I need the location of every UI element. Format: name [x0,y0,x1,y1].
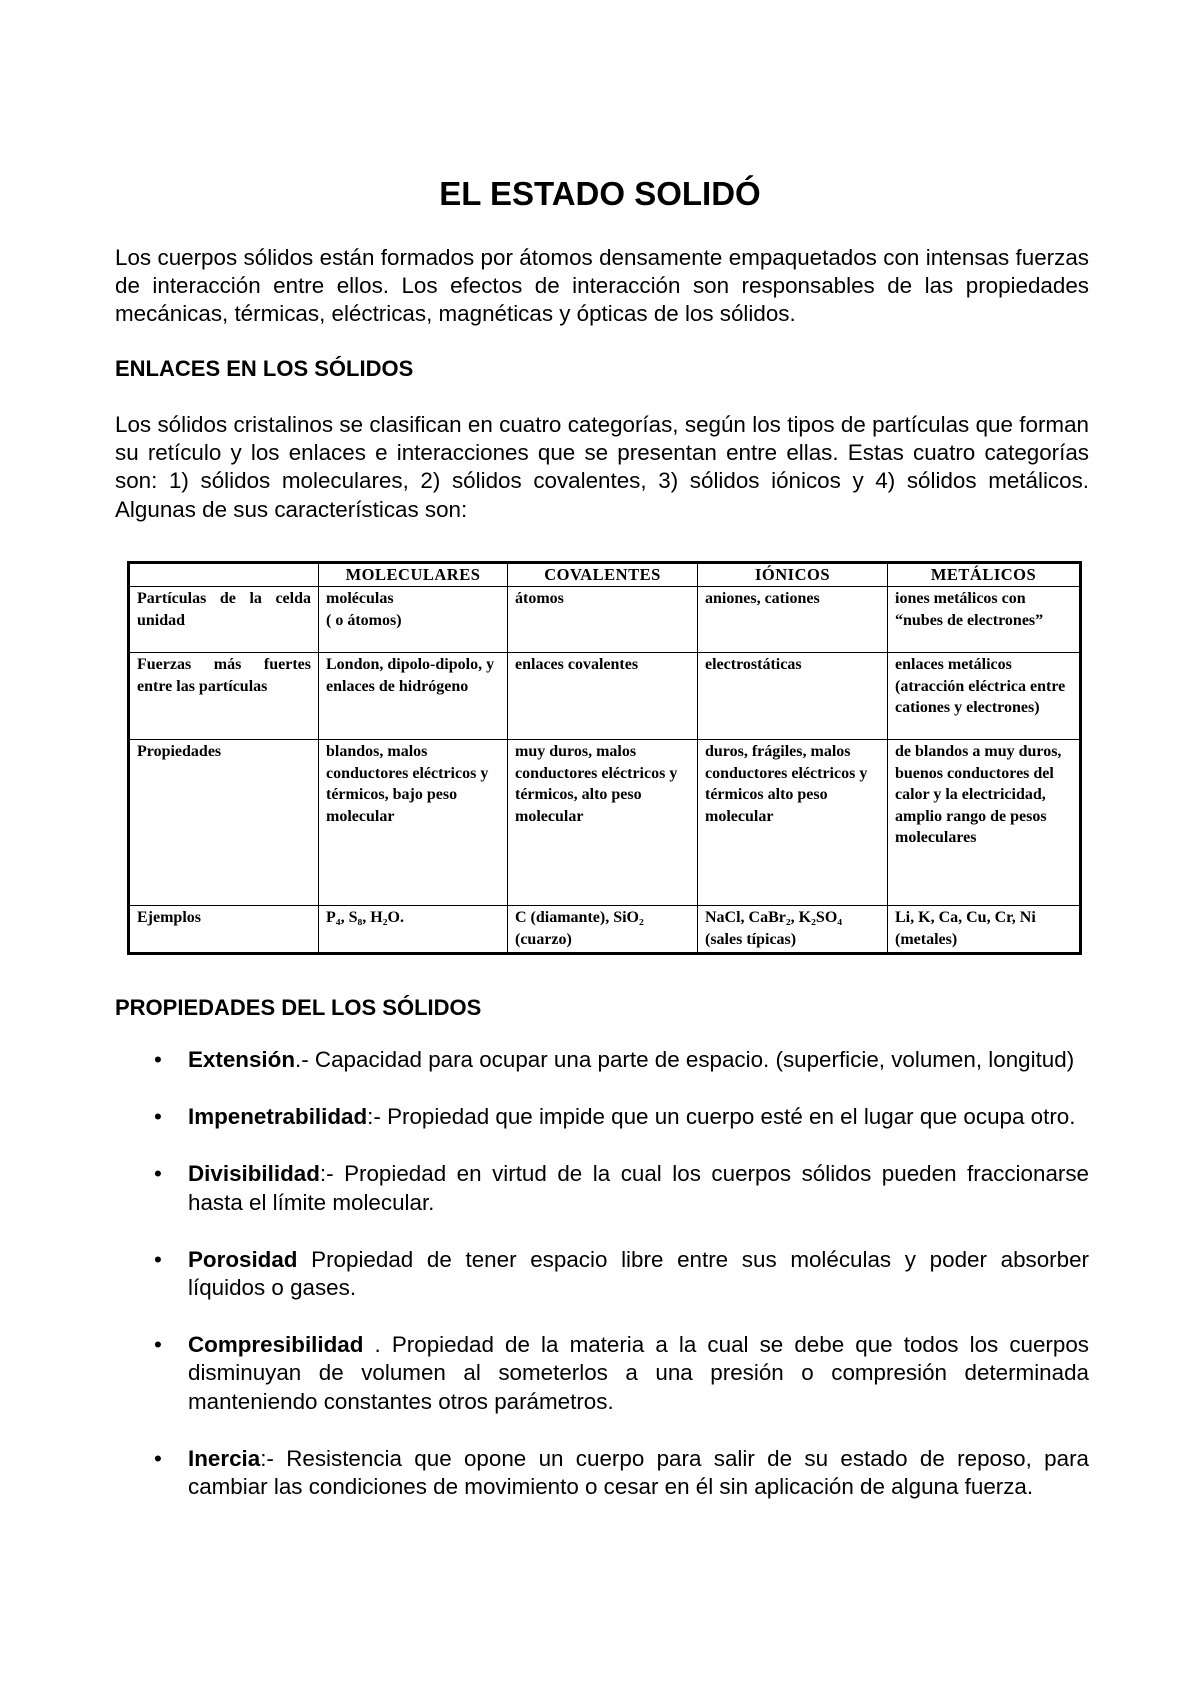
table-cell: electrostáticas [698,653,888,740]
enlaces-paragraph: Los sólidos cristalinos se clasifican en cuatro categorías, según los tipos de partículas que forman su retículo y los enlaces e interacciones que se presentan entre ellas. Estas cuatro categorías son: 1) sólidos moleculares, 2) sólidos covalentes, 3) sólidos iónicos y 4) sólidos metálicos. Algunas de sus características son: [115,412,1089,522]
table-cell: aniones, cationes [698,587,888,653]
list-item [115,1331,1089,1416]
row-label: Ejemplos [129,906,319,954]
table-row [129,653,1081,740]
property-description: . Propiedad de la materia a la cual se debe que todos los cuerpos disminuyan de volumen al someterlos a una presión o compresión determinada manteniendo constantes otros parámetros. [188,1332,1089,1414]
table-cell: muy duros, malos conductores eléctricos y térmicos, alto peso molecular [508,740,698,906]
table-cell: C (diamante), SiO₂ (cuarzo) [508,906,698,954]
section-heading-enlaces: ENLACES EN LOS SÓLIDOS [115,356,414,381]
table-row [129,587,1081,653]
list-item [115,1160,1089,1216]
bullet-icon: • [154,1246,162,1272]
table-cell: P₄, S₈, H₂O. [319,906,508,954]
property-term: Impenetrabilidad [188,1104,368,1130]
row-label: Partículas de la celda unidad [129,587,319,653]
list-item [115,1445,1089,1501]
table-cell: blandos, malos conductores eléctricos y térmicos, bajo peso molecular [319,740,508,906]
table-header-cell [129,563,319,587]
table-header-cell: IÓNICOS [698,563,888,587]
property-term: Divisibilidad [188,1161,320,1187]
table-header-cell: METÁLICOS [888,563,1081,587]
page-title: EL ESTADO SOLIDÓ [439,175,761,212]
property-description: .- Capacidad para ocupar una parte de espacio. (superficie, volumen, longitud) [295,1047,1075,1072]
table-header-cell: COVALENTES [508,563,698,587]
property-term: Extensión [188,1047,296,1072]
row-label: Propiedades [129,740,319,906]
table-header-row [129,563,1081,587]
table-cell: moléculas ( o átomos) [319,587,508,653]
table-cell: London, dipolo-dipolo, y enlaces de hidrógeno [319,653,508,740]
table-cell: NaCl, CaBr₂, K₂SO₄ (sales típicas) [698,906,888,954]
bullet-icon: • [154,1445,162,1471]
property-description: Propiedad de tener espacio libre entre sus moléculas y poder absorber líquidos o gases. [188,1246,1089,1301]
table-cell: enlaces covalentes [508,653,698,740]
property-term: Porosidad [188,1246,298,1272]
bullet-icon: • [154,1104,162,1130]
table-cell: duros, frágiles, malos conductores eléctricos y térmicos alto peso molecular [698,740,888,906]
property-term: Compresibilidad [188,1332,364,1358]
table-cell: Li, K, Ca, Cu, Cr, Ni (metales) [888,906,1081,954]
property-description: :- Propiedad en virtud de la cual los cuerpos sólidos pueden fraccionarse hasta el límite molecular. [188,1161,1089,1215]
solids-classification-table [127,561,1082,955]
property-term: Inercia [188,1445,261,1471]
table-header-cell: MOLECULARES [319,563,508,587]
bullet-icon: • [154,1047,162,1072]
section-heading-propiedades: PROPIEDADES DEL LOS SÓLIDOS [115,995,482,1020]
intro-paragraph: Los cuerpos sólidos están formados por átomos densamente empaquetados con intensas fuerzas de interacción entre ellos. Los efectos de interacción son responsables de las propiedades mecánicas, térmicas, eléctricas, magnéticas y ópticas de los sólidos. [115,245,1089,327]
list-item [115,1046,1089,1074]
table-row [129,906,1081,954]
list-item [115,1103,1089,1131]
table-row [129,740,1081,906]
row-label: Fuerzas más fuertes entre las partículas [129,653,319,740]
properties-list [115,1046,1089,1530]
table-cell: de blandos a muy duros, buenos conductores del calor y la electricidad, amplio rango de pesos moleculares [888,740,1081,906]
table-cell: enlaces metálicos (atracción eléctrica entre cationes y electrones) [888,653,1081,740]
table-cell: iones metálicos con “nubes de electrones” [888,587,1081,653]
property-description: :- Propiedad que impide que un cuerpo esté en el lugar que ocupa otro. [367,1104,1076,1130]
list-item [115,1246,1089,1302]
bullet-icon: • [154,1161,162,1187]
bullet-icon: • [154,1332,162,1358]
table-cell: átomos [508,587,698,653]
property-description: :- Resistencia que opone un cuerpo para salir de su estado de reposo, para cambiar las condiciones de movimiento o cesar en él sin aplicación de alguna fuerza. [188,1445,1089,1500]
